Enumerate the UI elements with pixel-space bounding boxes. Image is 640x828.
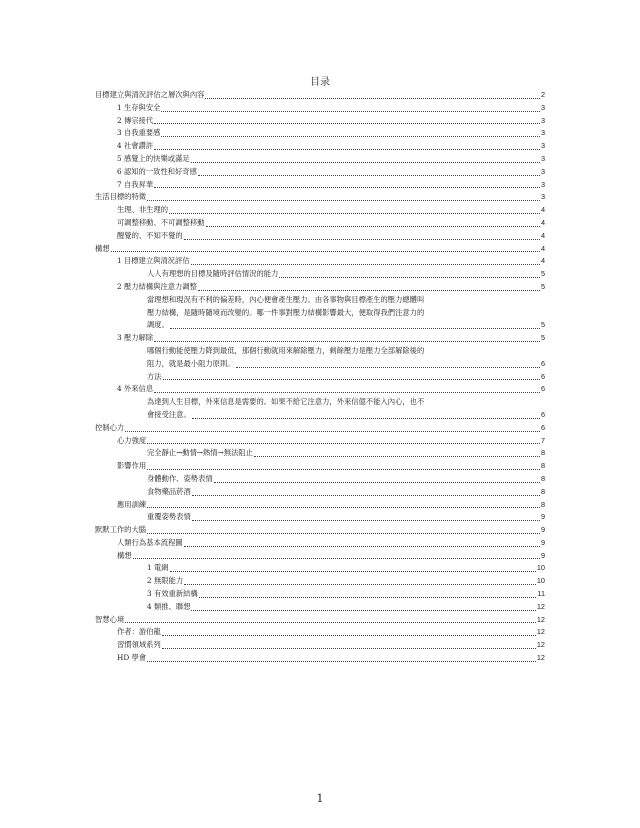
- toc-entry-page: 3: [540, 153, 545, 163]
- toc-entry-page: 4: [540, 205, 545, 215]
- toc-entry-page: 4: [540, 243, 545, 253]
- toc-entry-page: 3: [540, 141, 545, 151]
- toc-entry[interactable]: [95, 230, 545, 243]
- dot-leader: [169, 213, 540, 214]
- toc-entry[interactable]: [95, 268, 545, 281]
- toc-entry-title: 身體動作、姿勢表情: [147, 473, 213, 483]
- toc-entry-page: 6: [540, 384, 545, 394]
- toc-entry-page: 12: [536, 653, 545, 663]
- toc-entry-page: 3: [540, 166, 545, 176]
- toc-entry-title: 重覆姿勢表情: [147, 512, 191, 522]
- toc-entry-page: 12: [536, 627, 545, 637]
- toc-entry[interactable]: [95, 319, 545, 332]
- toc-entry[interactable]: [95, 409, 545, 422]
- dot-leader: [111, 251, 540, 252]
- toc-entry[interactable]: [95, 191, 545, 204]
- dot-leader: [161, 136, 539, 137]
- toc-entry[interactable]: [95, 499, 545, 512]
- toc-entry-page: 6: [540, 358, 545, 368]
- dot-leader: [254, 456, 540, 457]
- toc-entry-page: 12: [536, 614, 545, 624]
- toc-entry-page: 8: [540, 499, 545, 509]
- toc-entry[interactable]: [95, 473, 545, 486]
- toc-entry-title: 5 感覺上的快樂或滿足: [117, 153, 190, 163]
- table-of-contents: [95, 89, 545, 665]
- toc-entry[interactable]: [95, 626, 545, 639]
- toc-entry-page: 8: [540, 473, 545, 483]
- toc-entry-title: 食物藥品菸酒: [147, 486, 191, 496]
- dot-leader: [191, 610, 535, 611]
- toc-entry[interactable]: [95, 537, 545, 550]
- toc-entry-page: 8: [540, 486, 545, 496]
- toc-entry[interactable]: [95, 217, 545, 230]
- toc-entry-page: 6: [540, 409, 545, 419]
- toc-entry[interactable]: [95, 575, 545, 588]
- dot-leader: [125, 431, 540, 432]
- toc-entry-title: 會接受注意。: [147, 409, 191, 419]
- dot-leader: [191, 264, 540, 265]
- toc-entry-title: 默默工作的大腦: [95, 525, 147, 535]
- toc-entry-title: 構想: [95, 243, 110, 253]
- dot-leader: [192, 418, 540, 419]
- dot-leader: [154, 123, 540, 124]
- toc-entry-page: 3: [540, 179, 545, 189]
- dot-leader: [205, 98, 539, 99]
- dot-leader: [170, 328, 540, 329]
- dot-leader: [206, 226, 540, 227]
- toc-entry-page: 3: [540, 102, 545, 112]
- toc-entry-title: 2 壓力結構與注意力調整: [117, 281, 197, 291]
- toc-entry-page: 4: [540, 217, 545, 227]
- toc-entry-wrapped-line: 當理想和現況有不利的偏差時，內心便會產生壓力。由各事物與目標產生的壓力總體叫: [147, 294, 425, 304]
- toc-entry[interactable]: [95, 550, 545, 563]
- toc-entry[interactable]: [95, 332, 545, 345]
- toc-entry-page: 9: [540, 525, 545, 535]
- toc-entry[interactable]: [95, 588, 545, 601]
- toc-entry-title: 人類行為基本流程圖: [117, 537, 183, 547]
- toc-entry-title: 1 生存與安全: [117, 102, 161, 112]
- toc-entry[interactable]: [95, 127, 545, 140]
- toc-entry-page: 10: [536, 563, 545, 573]
- dot-leader: [192, 520, 540, 521]
- toc-entry-page: 5: [540, 269, 545, 279]
- dot-leader: [170, 571, 536, 572]
- toc-entry[interactable]: [95, 140, 545, 153]
- dot-leader: [184, 584, 536, 585]
- toc-entry-wrapped-line: 哪個行動能使壓力降到最低，那個行動就用來解除壓力，剩餘壓力是壓力全部解除後的: [147, 345, 425, 355]
- toc-entry-title: 影響作用: [117, 461, 147, 471]
- toc-entry-title: 阻力，就是最小阻力原則。: [147, 358, 235, 368]
- dot-leader: [214, 482, 540, 483]
- toc-entry-title: 3 自我重要感: [117, 128, 161, 138]
- toc-entry-title: 4 外來信息: [117, 384, 154, 394]
- toc-entry[interactable]: [95, 371, 545, 384]
- dot-leader: [279, 277, 540, 278]
- dot-leader: [147, 533, 540, 534]
- toc-entry-title: 方法: [147, 371, 162, 381]
- toc-entry-page: 12: [536, 601, 545, 611]
- toc-entry-page: 8: [540, 461, 545, 471]
- toc-entry-title: 控制心力: [95, 422, 125, 432]
- toc-entry-title: 4 社會讚許: [117, 141, 154, 151]
- toc-entry-title: 7 自我昇華: [117, 179, 154, 189]
- toc-entry[interactable]: [95, 422, 545, 435]
- toc-entry-page: 8: [540, 448, 545, 458]
- toc-entry-title: 3 有效重新結構: [147, 589, 198, 599]
- toc-entry[interactable]: [95, 115, 545, 128]
- toc-entry-page: 2: [540, 90, 545, 99]
- toc-entry-title: 智慧心境: [95, 614, 125, 624]
- toc-entry-page: 4: [540, 256, 545, 266]
- toc-entry-page: 3: [540, 128, 545, 138]
- toc-entry-title: 心力強度: [117, 435, 147, 445]
- toc-entry[interactable]: [95, 153, 545, 166]
- toc-entry[interactable]: [95, 601, 545, 614]
- toc-entry-title: 2 傳宗接代: [117, 115, 154, 125]
- toc-entry-title: 醒覺的、不知不覺的: [117, 230, 183, 240]
- toc-entry[interactable]: [95, 204, 545, 217]
- dot-leader: [184, 239, 540, 240]
- toc-entry-title: 1 電網: [147, 563, 169, 573]
- toc-entry-page: 4: [540, 230, 545, 240]
- toc-entry-page: 6: [540, 422, 545, 432]
- toc-entry-title: 可調整移動、不可調整移動: [117, 217, 205, 227]
- toc-entry-page: 3: [540, 115, 545, 125]
- toc-entry-title: 目標建立與清況評估之層次與內容: [95, 90, 205, 99]
- toc-entry-page: 5: [540, 281, 545, 291]
- toc-entry-page: 9: [540, 537, 545, 547]
- page-number: 1: [316, 792, 324, 805]
- dot-leader: [154, 341, 540, 342]
- toc-entry[interactable]: [95, 281, 545, 294]
- dot-leader: [147, 661, 536, 662]
- toc-entry[interactable]: [95, 435, 545, 448]
- toc-entry[interactable]: [95, 447, 545, 460]
- dot-leader: [154, 187, 540, 188]
- toc-entry[interactable]: [95, 102, 545, 115]
- dot-leader: [154, 392, 540, 393]
- dot-leader: [198, 175, 540, 176]
- toc-entry-title: 人人有理想的目標及隨時評估情況的能力: [147, 269, 279, 279]
- toc-entry-title: 6 認知的一致性和好奇感: [117, 166, 197, 176]
- dot-leader: [163, 379, 540, 380]
- toc-entry[interactable]: [95, 639, 545, 652]
- dot-leader: [192, 495, 540, 496]
- toc-entry[interactable]: [95, 383, 545, 396]
- dot-leader: [147, 469, 540, 470]
- toc-entry[interactable]: [95, 460, 545, 473]
- toc-entry-title: 作者：游伯龍: [117, 627, 161, 637]
- dot-leader: [236, 367, 540, 368]
- toc-entry[interactable]: [95, 614, 545, 627]
- toc-entry-page: 7: [540, 435, 545, 445]
- toc-entry-title: HD 學會: [117, 653, 147, 663]
- dot-leader: [191, 162, 540, 163]
- toc-entry-title: 生理、非生理的: [117, 205, 169, 215]
- dot-leader: [154, 149, 540, 150]
- toc-entry-page: 12: [536, 640, 545, 650]
- toc-entry[interactable]: [95, 652, 545, 665]
- toc-entry-title: 完全靜止→動情→熱情→無法阻止: [147, 448, 253, 458]
- dot-leader: [147, 200, 540, 201]
- toc-entry[interactable]: [95, 255, 545, 268]
- dot-leader: [125, 622, 536, 623]
- toc-entry-title: 1 目標建立與清況評估: [117, 256, 190, 266]
- toc-entry[interactable]: [95, 511, 545, 524]
- toc-entry-page: 10: [536, 576, 545, 586]
- toc-entry[interactable]: [95, 243, 545, 256]
- toc-entry-wrapped-line: 壓力結構，是隨時隨境而改變的。哪一件事對壓力結構影響最大，便取得我們注意力的: [147, 307, 425, 317]
- toc-entry[interactable]: [95, 179, 545, 192]
- dot-leader: [147, 507, 540, 508]
- toc-entry-title: 3 壓力解除: [117, 333, 154, 343]
- toc-entry-title: 4 類推、聯想: [147, 601, 191, 611]
- toc-entry[interactable]: [95, 166, 545, 179]
- dot-leader: [162, 635, 536, 636]
- toc-entry-page: 9: [540, 550, 545, 560]
- toc-entry[interactable]: [95, 486, 545, 499]
- toc-entry-title: 習慣領域系列: [117, 640, 161, 650]
- dot-leader: [162, 648, 536, 649]
- toc-entry-title: 構想: [117, 550, 132, 560]
- toc-entry[interactable]: [95, 562, 545, 575]
- dot-leader: [198, 290, 540, 291]
- dot-leader: [133, 558, 540, 559]
- toc-entry-title: 生活目標的特徵: [95, 192, 147, 202]
- toc-entry-page: 6: [540, 371, 545, 381]
- toc-entry-page: 9: [540, 512, 545, 522]
- toc-title: 目录: [310, 77, 330, 88]
- toc-entry-wrapped-line: 為達到人生目標，外來信息是需要的。如果不給它注意力，外來信億不能入內心，也不: [147, 397, 425, 407]
- toc-entry-title: 應用訓練: [117, 499, 147, 509]
- toc-entry[interactable]: [95, 89, 545, 102]
- dot-leader: [199, 597, 537, 598]
- toc-entry-title: 調度。: [147, 320, 169, 330]
- toc-entry-page: 11: [537, 589, 545, 599]
- toc-entry[interactable]: [95, 524, 545, 537]
- toc-entry-title: 2 無限能力: [147, 576, 184, 586]
- dot-leader: [147, 443, 540, 444]
- toc-entry-page: 3: [540, 192, 545, 202]
- dot-leader: [161, 111, 539, 112]
- toc-entry-page: 5: [540, 320, 545, 330]
- toc-entry-page: 5: [540, 333, 545, 343]
- dot-leader: [184, 546, 540, 547]
- toc-entry[interactable]: [95, 358, 545, 371]
